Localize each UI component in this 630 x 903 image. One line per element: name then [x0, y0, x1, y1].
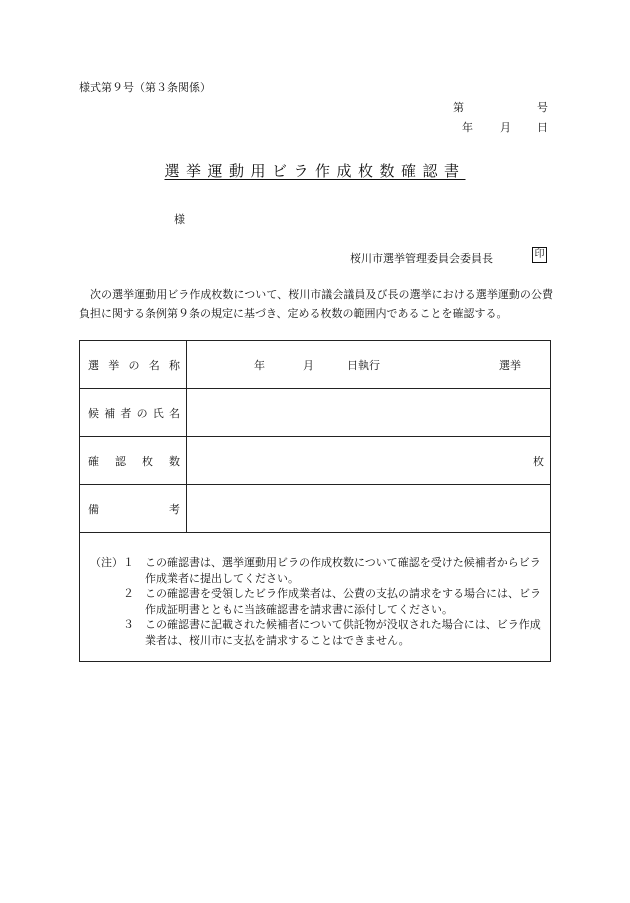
election-name-label: 選 挙 の 名 称	[80, 341, 187, 389]
candidate-name-label: 候 補 者 の 氏 名	[80, 389, 187, 437]
election-name-field[interactable]	[187, 341, 551, 389]
table-row	[80, 533, 551, 662]
date-day-label: 日	[537, 121, 548, 134]
note-item: ３ この確認書に記載された候補者について供託物が没収された場合には、ビラ作成業者は、桜川市に支払を請求することはできません。	[123, 618, 541, 647]
confirmed-count-label: 確 認 枚 数	[80, 437, 187, 485]
election-month-label: 月	[303, 359, 314, 372]
document-title: 選挙運動用ビラ作成枚数確認書	[164, 162, 466, 180]
form-number-label: 様式第９号（第３条関係）	[79, 81, 211, 94]
notes-cell	[80, 533, 551, 662]
addressee-suffix: 様	[174, 213, 185, 226]
table-row	[80, 437, 551, 485]
election-suffix: 選挙	[499, 359, 521, 372]
confirmed-count-field[interactable]	[187, 437, 551, 485]
body-paragraph: 次の選挙運動用ビラ作成枚数について、桜川市議会議員及び長の選挙における選挙運動の公費負担に関する条例第９条の規定に基づき、定める枚数の範囲内であることを確認する。	[79, 288, 553, 320]
election-year-label: 年	[254, 359, 265, 372]
table-row	[80, 389, 551, 437]
note-item: （注）１ この確認書は、選挙運動用ビラの作成枚数について確認を受けた候補者からビラ作成業者に提出してください。	[90, 556, 541, 585]
election-day-label: 日執行	[347, 359, 380, 372]
remarks-field[interactable]	[187, 485, 551, 533]
table-row	[80, 341, 551, 389]
candidate-name-field[interactable]	[187, 389, 551, 437]
note-item: ２ この確認書を受領したビラ作成業者は、公費の支払の請求をする場合には、ビラ作成証明書とともに当該確認書を請求書に添付してください。	[123, 587, 541, 616]
count-unit: 枚	[533, 455, 544, 468]
issuer-name: 桜川市選挙管理委員会委員長	[350, 252, 493, 265]
number-prefix: 第	[453, 101, 464, 114]
date-year-label: 年	[462, 121, 473, 134]
number-suffix: 号	[537, 101, 548, 114]
table-row	[80, 485, 551, 533]
remarks-label: 備 考	[80, 485, 187, 533]
seal-mark: 印	[532, 247, 547, 263]
date-month-label: 月	[500, 121, 511, 134]
notes-block	[80, 533, 550, 648]
confirmation-table	[79, 340, 551, 662]
